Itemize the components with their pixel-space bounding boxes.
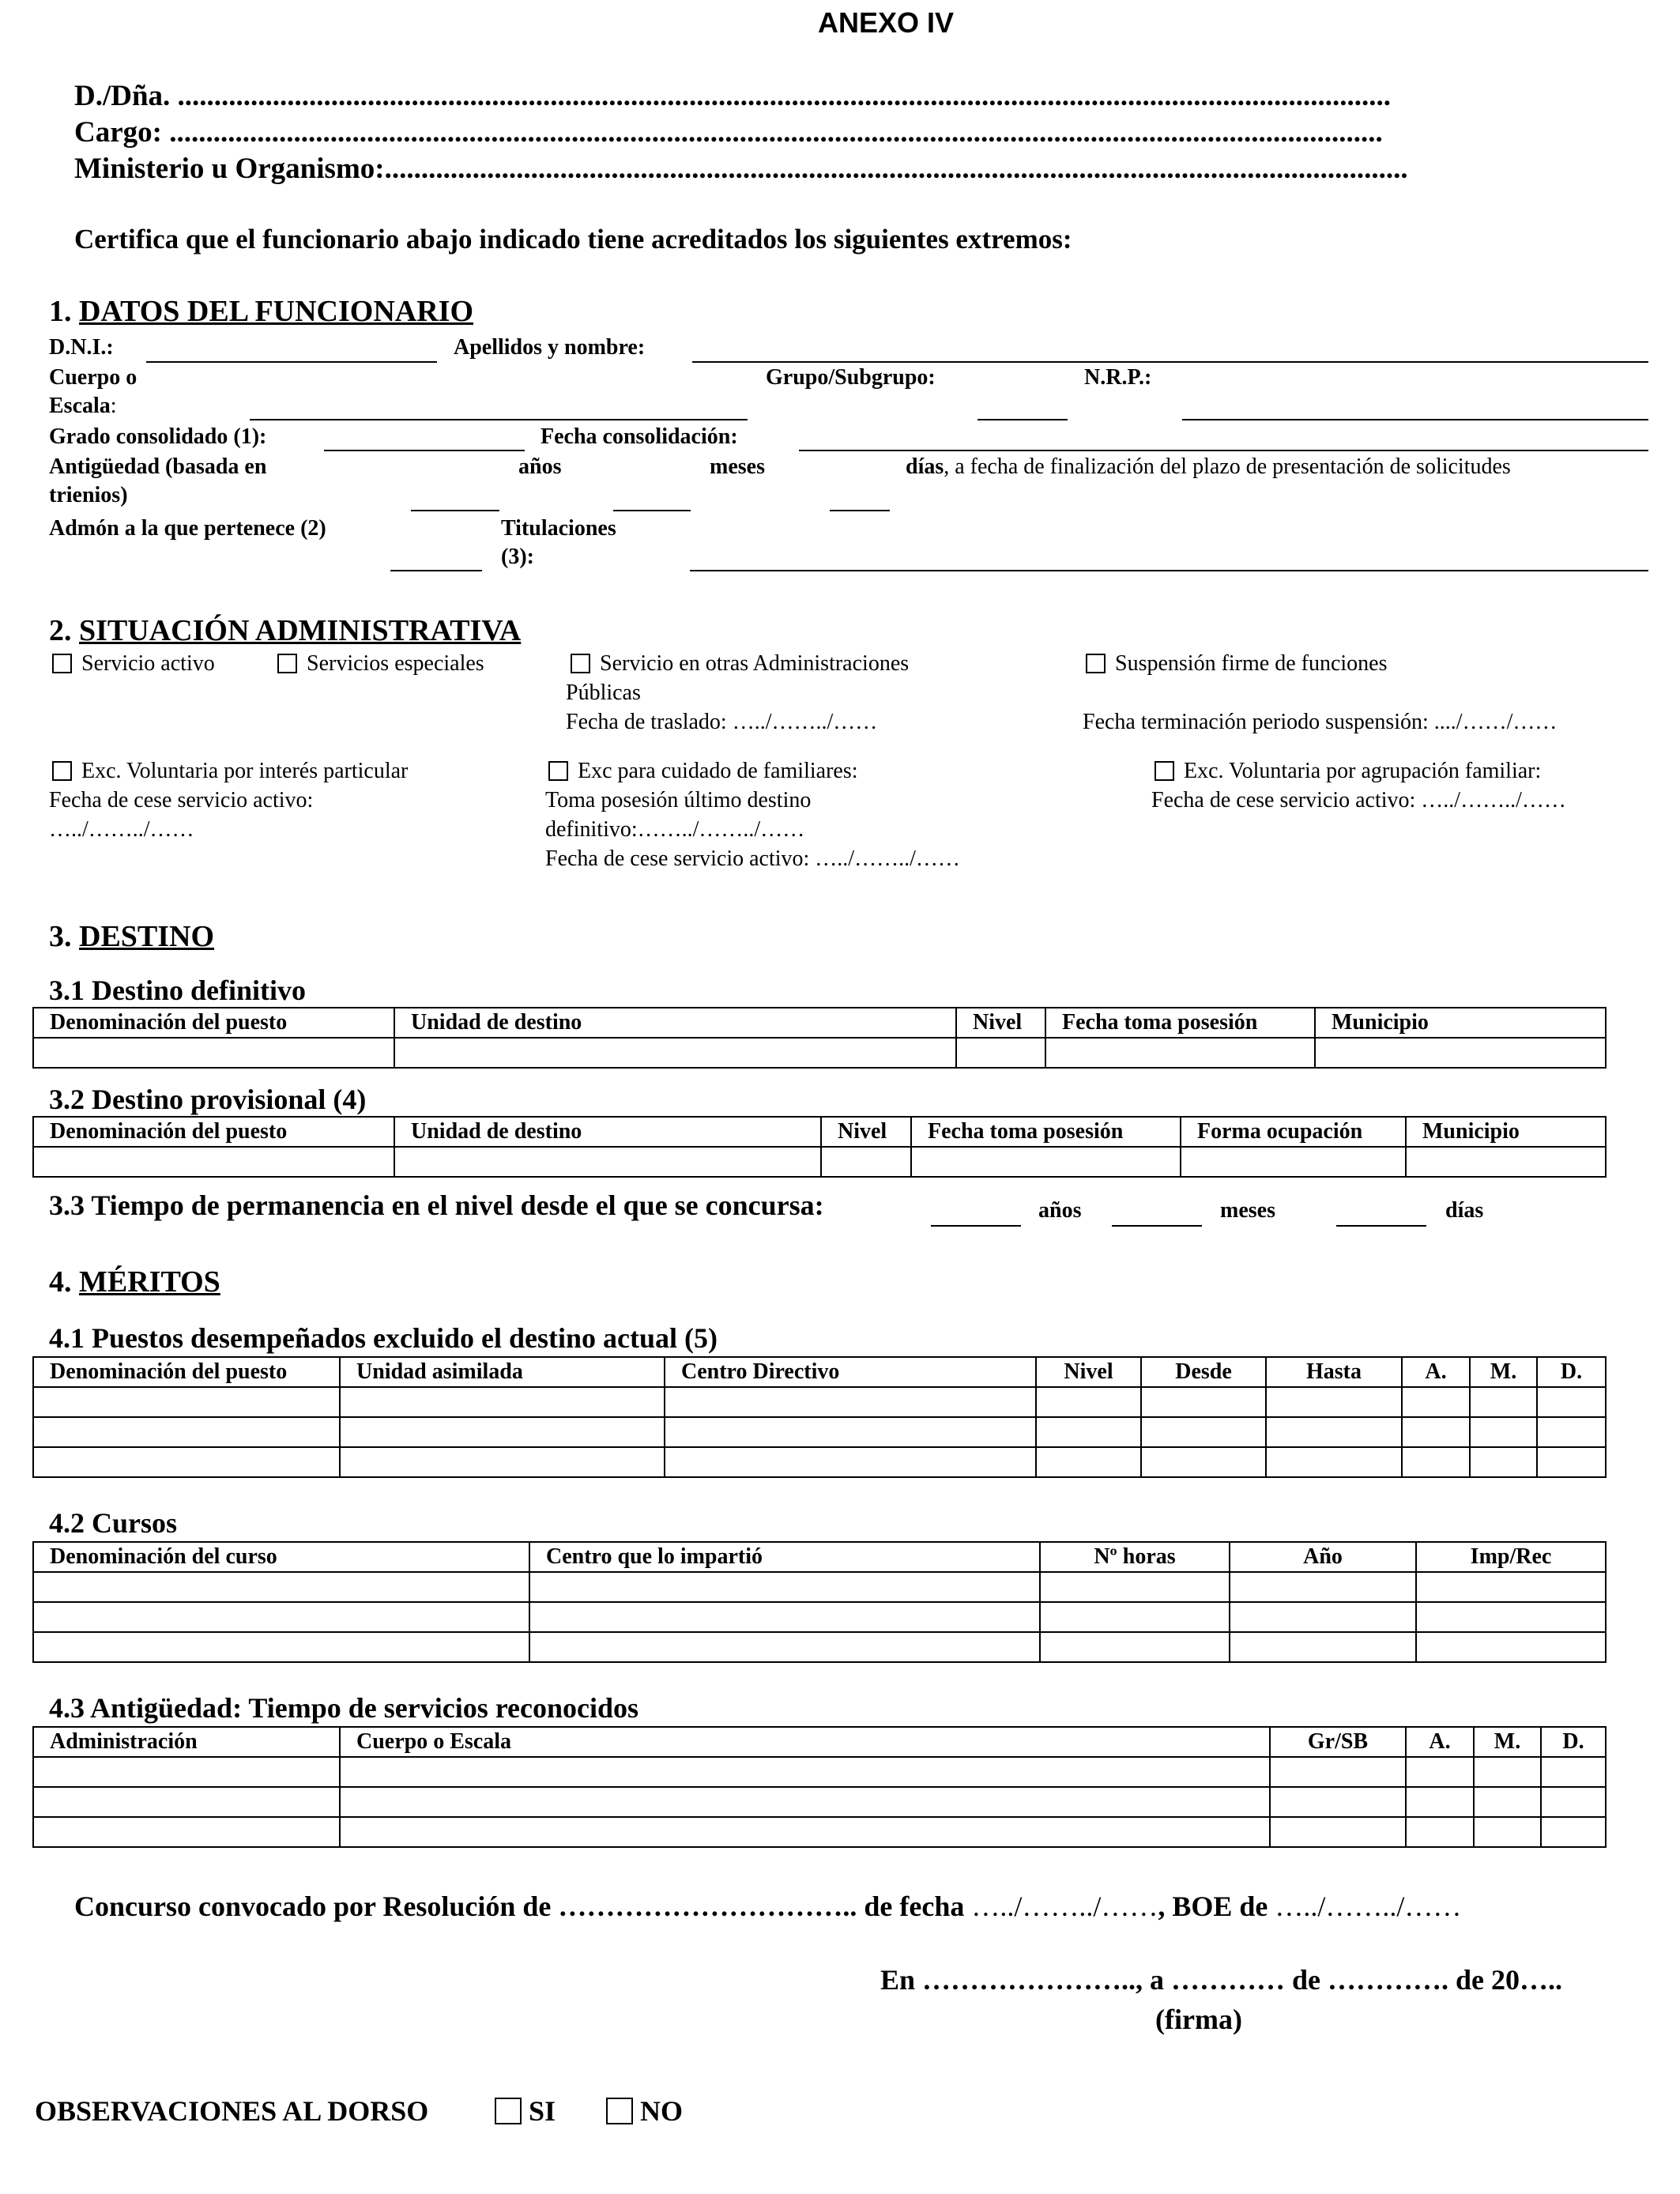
- puestos-table: [32, 1356, 1607, 1478]
- col-forma-ocupacion: Forma ocupación: [1181, 1117, 1406, 1147]
- observaciones-no-label: NO: [640, 2095, 683, 2127]
- servicios-especiales-checkbox[interactable]: [277, 654, 297, 673]
- cursos-table: [32, 1541, 1607, 1663]
- col-denominacion: Denominación del puesto: [33, 1008, 394, 1038]
- col-gr-sb: Gr/SB: [1270, 1727, 1406, 1757]
- cuerpo-input-line[interactable]: [250, 419, 748, 420]
- fecha-terminacion-label: Fecha terminación periodo suspensión: ..../……/……: [1083, 710, 1558, 734]
- col-cuerpo-escala: Cuerpo o Escala: [340, 1727, 1270, 1757]
- grado-label: Grado consolidado (1):: [49, 424, 267, 449]
- certifica-text: Certifica que el funcionario abajo indicado tiene acreditados los siguientes extremos:: [74, 224, 1072, 254]
- lugar-fecha-line: En ………………….., a ………… de …………. de 20…..: [880, 1964, 1563, 1996]
- section-3-title: DESTINO: [79, 920, 215, 953]
- observaciones-label: OBSERVACIONES AL DORSO: [35, 2095, 429, 2127]
- puestos-title: 4.1 Puestos desempeñados excluido el destino actual (5): [49, 1322, 718, 1354]
- page-title: ANEXO IV: [818, 6, 955, 39]
- cargo-label: Cargo: ......................................................................................................................................................................: [74, 116, 1383, 149]
- admon-input-line[interactable]: [390, 570, 482, 571]
- nrp-label: N.R.P.:: [1084, 365, 1152, 390]
- admon-label: Admón a la que pertenece (2): [49, 516, 326, 541]
- concurso-boe-date: …../……../……: [1275, 1891, 1462, 1922]
- col-horas: Nº horas: [1040, 1542, 1230, 1572]
- tiempo-dias-label: días: [1445, 1198, 1484, 1223]
- titulaciones-label: Titulaciones: [501, 516, 616, 541]
- section-1-title: DATOS DEL FUNCIONARIO: [79, 295, 474, 328]
- meses-label: meses: [710, 454, 765, 479]
- toma-posesion-label: Toma posesión último destino: [545, 788, 812, 812]
- table-row[interactable]: [33, 1632, 1606, 1662]
- col-municipio: Municipio: [1315, 1008, 1606, 1038]
- col-fecha-toma: Fecha toma posesión: [911, 1117, 1181, 1147]
- meses-input-line[interactable]: [613, 510, 691, 511]
- servicio-activo-label: Servicio activo: [81, 651, 215, 676]
- exc-agrupacion-option[interactable]: [1155, 759, 1541, 784]
- section-2-title: SITUACIÓN ADMINISTRATIVA: [79, 614, 522, 647]
- destino-provisional-table: [32, 1116, 1607, 1178]
- col-desde: Desde: [1141, 1357, 1266, 1387]
- observaciones-si-label: SI: [529, 2095, 556, 2127]
- grupo-input-line[interactable]: [977, 419, 1068, 420]
- fecha-traslado-label: Fecha de traslado: …../……../……: [566, 710, 878, 734]
- table-row[interactable]: [33, 1602, 1606, 1632]
- ministerio-label: Ministerio u Organismo:............................................................................................................................................: [74, 153, 1408, 185]
- col-centro-directivo: Centro Directivo: [665, 1357, 1036, 1387]
- cargo-field[interactable]: [74, 115, 1383, 149]
- table-row[interactable]: [33, 1757, 1606, 1787]
- exc-cuidado-checkbox[interactable]: [548, 761, 568, 781]
- exc-agrupacion-label: Exc. Voluntaria por agrupación familiar:: [1184, 759, 1542, 783]
- suspension-label: Suspensión firme de funciones: [1115, 651, 1388, 676]
- col-administracion: Administración: [33, 1727, 340, 1757]
- servicios-especiales-option[interactable]: [277, 651, 484, 677]
- apellidos-input-line[interactable]: [692, 361, 1648, 363]
- destino-definitivo-title: 3.1 Destino definitivo: [49, 974, 307, 1006]
- tiempo-meses-label: meses: [1220, 1198, 1275, 1223]
- table-header-row: [33, 1117, 1606, 1147]
- titulaciones-label-2: (3):: [501, 545, 534, 569]
- concurso-fecha: …../……../……: [971, 1891, 1158, 1922]
- servicios-especiales-label: Servicios especiales: [307, 651, 484, 676]
- apellidos-label: Apellidos y nombre:: [454, 335, 646, 360]
- observaciones-no-checkbox[interactable]: [606, 2098, 633, 2124]
- tiempo-anos-input-line[interactable]: [931, 1225, 1021, 1227]
- table-row[interactable]: [33, 1787, 1606, 1817]
- ministerio-field[interactable]: [74, 152, 1408, 186]
- tiempo-meses-input-line[interactable]: [1112, 1225, 1202, 1227]
- section-3-number: 3.: [49, 920, 72, 953]
- exc-interes-option[interactable]: [52, 759, 408, 784]
- dias-rest-text: , a fecha de finalización del plazo de presentación de solicitudes: [944, 454, 1511, 479]
- escala-label: Escala:: [49, 394, 117, 418]
- section-4-heading: [49, 1265, 220, 1299]
- cese-label-1: Fecha de cese servicio activo:: [49, 788, 314, 812]
- col-municipio: Municipio: [1406, 1117, 1606, 1147]
- anos-input-line[interactable]: [411, 510, 499, 511]
- section-2-number: 2.: [49, 614, 72, 647]
- dona-label: D./Dña. ......................................................................................................................................................................: [74, 80, 1392, 112]
- concurso-line: [74, 1890, 1461, 1923]
- concurso-boe-label: , BOE de: [1158, 1891, 1275, 1922]
- exc-interes-checkbox[interactable]: [52, 761, 72, 781]
- col-ano: Año: [1230, 1542, 1416, 1572]
- destino-provisional-title: 3.2 Destino provisional (4): [49, 1084, 367, 1115]
- col-nivel: Nivel: [1036, 1357, 1141, 1387]
- concurso-text: Concurso convocado por Resolución de ………………………….. de fecha: [74, 1891, 972, 1922]
- section-1-heading: [49, 294, 473, 329]
- grupo-label: Grupo/Subgrupo:: [766, 365, 936, 390]
- table-header-row: [33, 1008, 1606, 1038]
- col-unidad: Unidad de destino: [394, 1008, 956, 1038]
- servicio-activo-option[interactable]: [52, 651, 215, 677]
- col-a: A.: [1402, 1357, 1470, 1387]
- tiempo-dias-input-line[interactable]: [1336, 1225, 1426, 1227]
- cese-date-1: …../……../……: [49, 817, 194, 842]
- fecha-consolidacion-input-line[interactable]: [799, 450, 1648, 451]
- section-1-number: 1.: [49, 295, 72, 328]
- toma-posesion-date: definitivo:……../……../……: [545, 817, 805, 842]
- col-imp-rec: Imp/Rec: [1416, 1542, 1606, 1572]
- servicio-activo-checkbox[interactable]: [52, 654, 72, 673]
- table-header-row: [33, 1542, 1606, 1572]
- otras-administraciones-checkbox[interactable]: [571, 654, 590, 673]
- col-d: D.: [1541, 1727, 1606, 1757]
- section-2-heading: [49, 613, 521, 648]
- fecha-consolidacion-label: Fecha consolidación:: [541, 424, 738, 449]
- col-denominacion-curso: Denominación del curso: [33, 1542, 529, 1572]
- dona-field[interactable]: [74, 79, 1391, 113]
- grado-input-line[interactable]: [324, 450, 525, 451]
- col-denominacion: Denominación del puesto: [33, 1117, 394, 1147]
- table-row[interactable]: [33, 1387, 1606, 1417]
- suspension-checkbox[interactable]: [1086, 654, 1106, 673]
- col-unidad: Unidad de destino: [394, 1117, 821, 1147]
- nrp-input-line[interactable]: [1182, 419, 1648, 420]
- observaciones-si-checkbox[interactable]: [495, 2098, 522, 2124]
- col-d: D.: [1537, 1357, 1606, 1387]
- col-hasta: Hasta: [1266, 1357, 1402, 1387]
- col-m: M.: [1470, 1357, 1537, 1387]
- antiguedad-label-2: trienios): [49, 483, 128, 507]
- otras-administraciones-option[interactable]: [571, 651, 909, 677]
- anos-label: años: [518, 454, 562, 479]
- col-m: M.: [1474, 1727, 1541, 1757]
- antiguedad-title: 4.3 Antigüedad: Tiempo de servicios reconocidos: [49, 1692, 639, 1724]
- table-row[interactable]: [33, 1147, 1606, 1177]
- observaciones-no-option[interactable]: [606, 2094, 683, 2128]
- cese-label-2: Fecha de cese servicio activo: …../……../……: [545, 846, 960, 871]
- otras-administraciones-label: Servicio en otras Administraciones: [600, 651, 910, 676]
- exc-interes-label: Exc. Voluntaria por interés particular: [81, 759, 409, 783]
- cuerpo-label: Cuerpo o: [49, 365, 137, 390]
- section-3-heading: [49, 919, 214, 954]
- antiguedad-label: Antigüedad (basada en: [49, 454, 267, 479]
- col-nivel: Nivel: [956, 1008, 1045, 1038]
- section-4-title: MÉRITOS: [79, 1265, 220, 1299]
- destino-definitivo-table: [32, 1007, 1607, 1069]
- table-row[interactable]: [33, 1817, 1606, 1847]
- tiempo-anos-label: años: [1038, 1198, 1082, 1223]
- exc-cuidado-option[interactable]: [548, 759, 858, 784]
- exc-agrupacion-checkbox[interactable]: [1155, 761, 1174, 781]
- col-centro-impartio: Centro que lo impartió: [529, 1542, 1040, 1572]
- cese-label-3: Fecha de cese servicio activo: …../……../……: [1151, 788, 1566, 812]
- section-4-number: 4.: [49, 1265, 72, 1299]
- otras-administraciones-label-2: Públicas: [566, 680, 641, 705]
- titulaciones-input-line[interactable]: [690, 570, 1648, 571]
- table-row[interactable]: [33, 1572, 1606, 1602]
- observaciones-si-option[interactable]: [495, 2094, 556, 2128]
- col-fecha-toma: Fecha toma posesión: [1045, 1008, 1315, 1038]
- col-denominacion: Denominación del puesto: [33, 1357, 340, 1387]
- table-row[interactable]: [33, 1417, 1606, 1447]
- col-a: A.: [1406, 1727, 1474, 1757]
- dias-input-line[interactable]: [830, 510, 890, 511]
- firma-label: (firma): [1155, 2004, 1242, 2035]
- tiempo-permanencia-label: 3.3 Tiempo de permanencia en el nivel desde el que se concursa:: [49, 1189, 824, 1221]
- col-nivel: Nivel: [821, 1117, 911, 1147]
- antiguedad-table: [32, 1726, 1607, 1848]
- dni-label: D.N.I.:: [49, 335, 114, 360]
- table-row[interactable]: [33, 1038, 1606, 1068]
- suspension-option[interactable]: [1086, 651, 1388, 677]
- col-unidad-asimilada: Unidad asimilada: [340, 1357, 665, 1387]
- cursos-title: 4.2 Cursos: [49, 1507, 178, 1539]
- table-header-row: [33, 1357, 1606, 1387]
- dias-text: [906, 454, 1511, 480]
- exc-cuidado-label: Exc para cuidado de familiares:: [578, 759, 858, 783]
- dni-input-line[interactable]: [146, 361, 437, 363]
- dias-label: días: [906, 454, 944, 479]
- table-header-row: [33, 1727, 1606, 1757]
- table-row[interactable]: [33, 1447, 1606, 1477]
